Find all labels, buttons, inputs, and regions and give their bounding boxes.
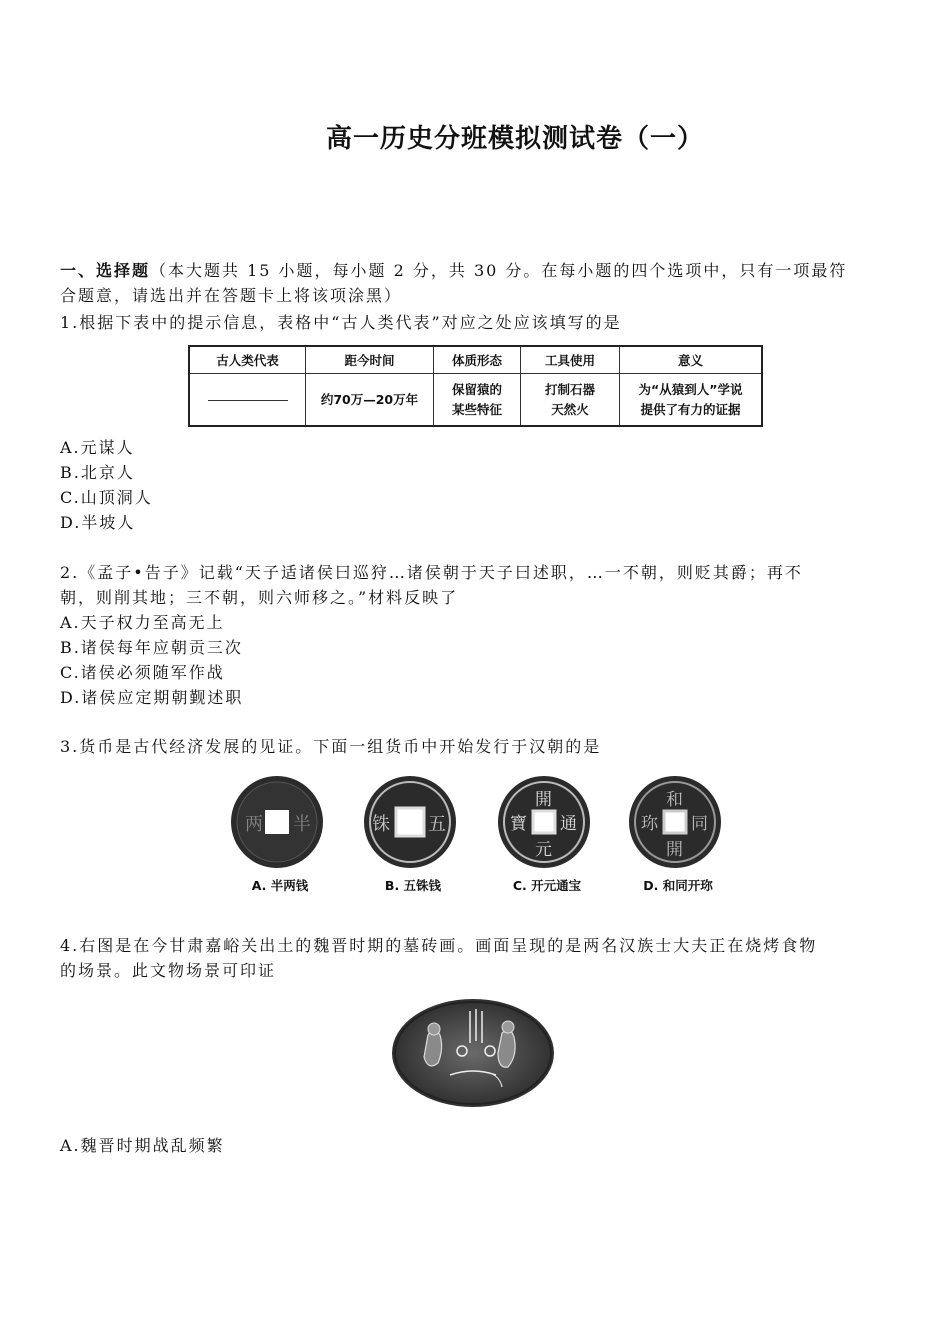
q2-option-c: C.诸侯必须随军作战 <box>60 663 225 682</box>
coin-b-caption: B. 五铢钱 <box>384 878 442 893</box>
coin-c-glyph-top: 開 <box>535 790 552 810</box>
coin-c-glyph-left: 寶 <box>510 814 527 834</box>
q1-form-l2: 某些特征 <box>451 401 502 417</box>
q1-form-l1: 保留猿的 <box>451 381 502 397</box>
coin-a-glyph-right: 半 <box>293 814 311 835</box>
q4-stem-line1: 4.右图是在今甘肃嘉峪关出土的魏晋时期的墓砖画。画面呈现的是两名汉族士大夫正在烧烤食物 <box>60 936 818 955</box>
q1-meaning-l1: 为“从猿到人”学说 <box>638 381 743 397</box>
q1-table-header-row <box>189 346 762 374</box>
coin-d-glyph-left: 珎 <box>641 814 658 834</box>
section-note-line2: 合题意，请选出并在答题卡上将该项涂黑） <box>60 286 403 305</box>
coin-d-glyph-bottom: 開 <box>666 840 683 860</box>
q1-blank-cell <box>189 374 306 427</box>
q1-tools-cell <box>521 374 620 427</box>
q3-coin-figure <box>225 772 735 902</box>
q1-th-form: 体质形态 <box>434 346 521 374</box>
page-title: 高一历史分班模拟测试卷（一） <box>325 124 704 154</box>
q1-stem: 1.根据下表中的提示信息，表格中“古人类代表”对应之处应该填写的是 <box>60 313 622 332</box>
coin-c-glyph-bottom: 元 <box>535 840 552 860</box>
q1-th-tools: 工具使用 <box>521 346 620 374</box>
coin-a-caption: A. 半两钱 <box>251 878 309 893</box>
section-header <box>60 258 890 283</box>
q1-meaning-l2: 提供了有力的证据 <box>640 401 741 417</box>
q1-meaning-cell <box>620 374 763 427</box>
coin-d-glyph-top: 和 <box>666 790 683 810</box>
q2-option-a: A.天子权力至高无上 <box>60 613 225 632</box>
coin-d-caption: D. 和同开珎 <box>643 878 713 893</box>
q1-table <box>188 345 763 427</box>
section-note-line1: （本大题共 15 小题，每小题 2 分，共 30 分。在每小题的四个选项中，只有一项最符 <box>150 261 848 280</box>
coin-c-image <box>492 772 602 876</box>
q1-th-time: 距今时间 <box>306 346 434 374</box>
coin-c <box>492 772 602 893</box>
q1-tools-l1: 打制石器 <box>544 381 595 397</box>
coin-d-glyph-right: 同 <box>691 814 708 834</box>
q1-option-a: A.元谋人 <box>60 438 135 457</box>
tomb-brick-image <box>390 997 556 1109</box>
coin-b-image <box>358 772 468 876</box>
coin-c-caption: C. 开元通宝 <box>512 878 582 893</box>
q1-tools-l2: 天然火 <box>551 401 589 417</box>
q4-option-a: A.魏晋时期战乱频繁 <box>60 1136 225 1155</box>
coin-d <box>623 772 733 893</box>
coin-a-image <box>225 772 335 876</box>
coin-b-glyph-right: 五 <box>428 814 446 835</box>
coin-b-glyph-left: 铢 <box>372 814 390 835</box>
q1-table-row <box>189 374 762 427</box>
coin-d-image <box>623 772 733 876</box>
tomb-brick-painting <box>390 997 556 1113</box>
q2-stem-line1: 2.《孟子•告子》记载“天子适诸侯曰巡狩…诸侯朝于天子曰述职，…一不朝，则贬其爵；再不 <box>60 563 803 582</box>
coin-c-glyph-right: 通 <box>560 814 577 834</box>
q2-option-b: B.诸侯每年应朝贡三次 <box>60 638 243 657</box>
coin-a <box>225 772 335 893</box>
q1-form-cell <box>434 374 521 427</box>
q1-th-meaning: 意义 <box>620 346 763 374</box>
q3-stem: 3.货币是古代经济发展的见证。下面一组货币中开始发行于汉朝的是 <box>60 737 602 756</box>
q1-th-representative: 古人类代表 <box>189 346 306 374</box>
answer-blank-line <box>208 399 288 401</box>
q2-option-d: D.诸侯应定期朝觐述职 <box>60 688 244 707</box>
q1-time-cell: 约70万—20万年 <box>306 374 434 427</box>
q2-stem-line2: 朝，则削其地；三不朝，则六师移之。”材料反映了 <box>60 588 459 607</box>
section-heading: 一、选择题 <box>60 261 151 280</box>
q1-option-d: D.半坡人 <box>60 513 136 532</box>
coin-a-glyph-left: 两 <box>245 814 263 835</box>
q1-option-c: C.山顶洞人 <box>60 488 153 507</box>
coin-b <box>358 772 468 893</box>
q1-option-b: B.北京人 <box>60 463 135 482</box>
q4-stem-line2: 的场景。此文物场景可印证 <box>60 961 277 980</box>
